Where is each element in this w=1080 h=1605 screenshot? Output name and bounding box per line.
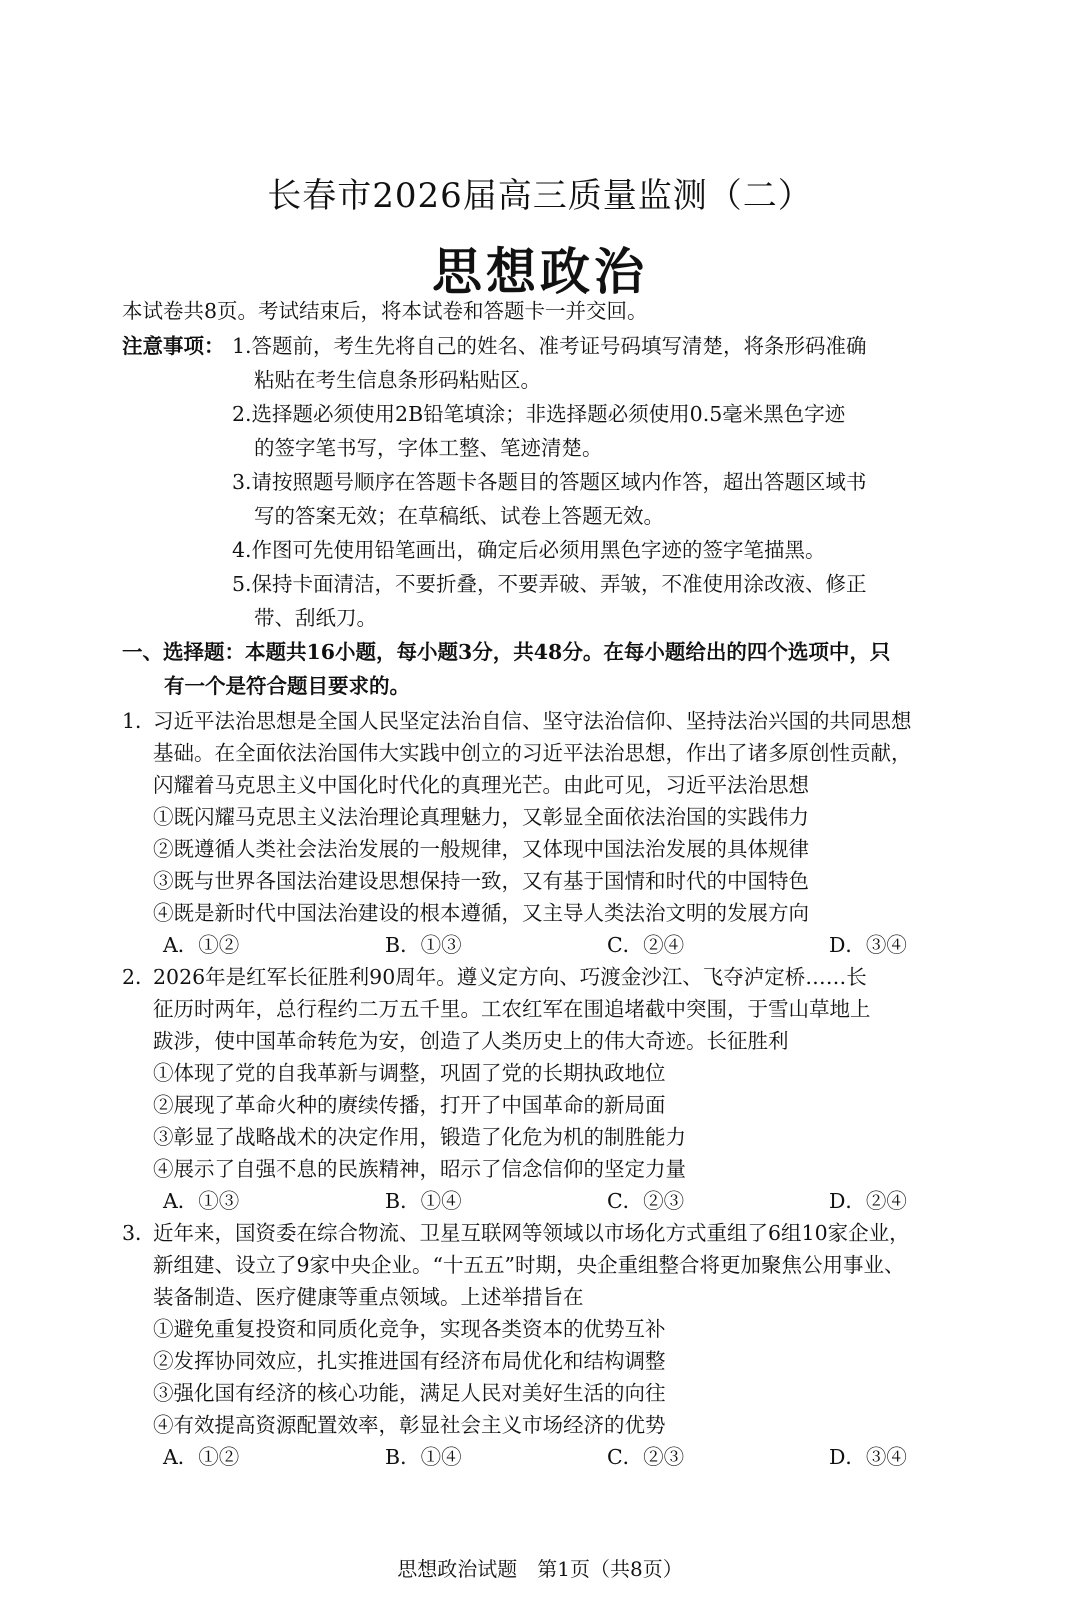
note-2-line-2: 的签字笔书写，字体工整、笔迹清楚。: [254, 436, 603, 460]
question-3-stem-line-3: 装备制造、医疗健康等重点领域。上述举措旨在: [153, 1285, 584, 1309]
question-3-option-b[interactable]: B．①④: [385, 1445, 462, 1469]
question-1-stem-line-2: 基础。在全面依法治国伟大实践中创立的习近平法治思想，作出了诸多原创性贡献，: [153, 741, 912, 765]
question-1-statement-3: ③既与世界各国法治建设思想保持一致，又有基于国情和时代的中国特色: [153, 869, 809, 893]
question-2-stem-line-2: 征历时两年，总行程约二万五千里。工农红军在围追堵截中突围，于雪山草地上: [153, 997, 871, 1021]
note-3-line-2: 写的答案无效；在草稿纸、试卷上答题无效。: [254, 504, 664, 528]
question-2-option-d[interactable]: D．②④: [829, 1189, 907, 1213]
question-3-number: 3．: [122, 1221, 156, 1245]
note-4-line-1: 4.作图可先使用铅笔画出，确定后必须用黑色字迹的签字笔描黑。: [232, 538, 826, 562]
question-2-number: 2．: [122, 965, 156, 989]
question-3-option-d[interactable]: D．③④: [829, 1445, 907, 1469]
section-header-line-1: 一、选择题：本题共16小题，每小题3分，共48分。在每小题给出的四个选项中，只: [122, 640, 891, 664]
question-2-option-b[interactable]: B．①④: [385, 1189, 462, 1213]
question-2-statement-2: ②展现了革命火种的赓续传播，打开了中国革命的新局面: [153, 1093, 666, 1117]
notes-label: 注意事项：: [122, 334, 225, 358]
question-3-statement-1: ①避免重复投资和同质化竞争，实现各类资本的优势互补: [153, 1317, 666, 1341]
note-5-line-2: 带、刮纸刀。: [254, 606, 377, 630]
question-3-stem-line-2: 新组建、设立了9家中央企业。“十五五”时期，央企重组整合将更加聚焦公用事业、: [153, 1253, 905, 1277]
question-1-option-a[interactable]: A．①②: [163, 933, 240, 957]
note-2-line-1: 2.选择题必须使用2B铅笔填涂；非选择题必须使用0.5毫米黑色字迹: [232, 402, 846, 426]
question-1-stem-line-3: 闪耀着马克思主义中国化时代化的真理光芒。由此可见，习近平法治思想: [153, 773, 809, 797]
question-2-stem-line-3: 跋涉，使中国革命转危为安，创造了人类历史上的伟大奇迹。长征胜利: [153, 1029, 789, 1053]
question-3-option-c[interactable]: C．②③: [607, 1445, 685, 1469]
exam-title: 长春市2026届高三质量监测（二）: [267, 176, 813, 216]
question-1-option-c[interactable]: C．②④: [607, 933, 685, 957]
question-2-stem-line-1: 2026年是红军长征胜利90周年。遵义定方向、巧渡金沙江、飞夺泸定桥……长: [153, 965, 867, 989]
question-3-option-a[interactable]: A．①②: [163, 1445, 240, 1469]
question-2-statement-4: ④展示了自强不息的民族精神，昭示了信念信仰的坚定力量: [153, 1157, 686, 1181]
question-3-statement-2: ②发挥协同效应，扎实推进国有经济布局优化和结构调整: [153, 1349, 666, 1373]
question-2-option-a[interactable]: A．①③: [163, 1189, 240, 1213]
question-1-option-d[interactable]: D．③④: [829, 933, 907, 957]
intro-text: 本试卷共8页。考试结束后，将本试卷和答题卡一并交回。: [122, 299, 648, 323]
note-3-line-1: 3.请按照题号顺序在答题卡各题目的答题区域内作答，超出答题区域书: [232, 470, 867, 494]
note-1-line-1: 1.答题前，考生先将自己的姓名、准考证号码填写清楚，将条形码准确: [232, 334, 867, 358]
question-3-stem-line-1: 近年来，国资委在综合物流、卫星互联网等领域以市场化方式重组了6组10家企业，: [153, 1221, 910, 1245]
question-2-option-c[interactable]: C．②③: [607, 1189, 685, 1213]
question-1-option-b[interactable]: B．①③: [385, 933, 462, 957]
subject-title: 思想政治: [432, 243, 648, 301]
question-1-statement-1: ①既闪耀马克思主义法治理论真理魅力，又彰显全面依法治国的实践伟力: [153, 805, 809, 829]
question-3-statement-4: ④有效提高资源配置效率，彰显社会主义市场经济的优势: [153, 1413, 666, 1437]
question-1-statement-4: ④既是新时代中国法治建设的根本遵循，又主导人类法治文明的发展方向: [153, 901, 809, 925]
page-footer: 思想政治试题 第1页（共8页）: [397, 1557, 683, 1581]
question-1-number: 1．: [122, 709, 156, 733]
question-1-stem-line-1: 习近平法治思想是全国人民坚定法治自信、坚守法治信仰、坚持法治兴国的共同思想: [153, 709, 912, 733]
question-3-statement-3: ③强化国有经济的核心功能，满足人民对美好生活的向往: [153, 1381, 666, 1405]
section-header-line-2: 有一个是符合题目要求的。: [164, 674, 410, 698]
question-1-statement-2: ②既遵循人类社会法治发展的一般规律，又体现中国法治发展的具体规律: [153, 837, 809, 861]
note-1-line-2: 粘贴在考生信息条形码粘贴区。: [254, 368, 541, 392]
question-2-statement-3: ③彰显了战略战术的决定作用，锻造了化危为机的制胜能力: [153, 1125, 686, 1149]
question-2-statement-1: ①体现了党的自我革新与调整，巩固了党的长期执政地位: [153, 1061, 666, 1085]
note-5-line-1: 5.保持卡面清洁，不要折叠，不要弄破、弄皱，不准使用涂改液、修正: [232, 572, 867, 596]
